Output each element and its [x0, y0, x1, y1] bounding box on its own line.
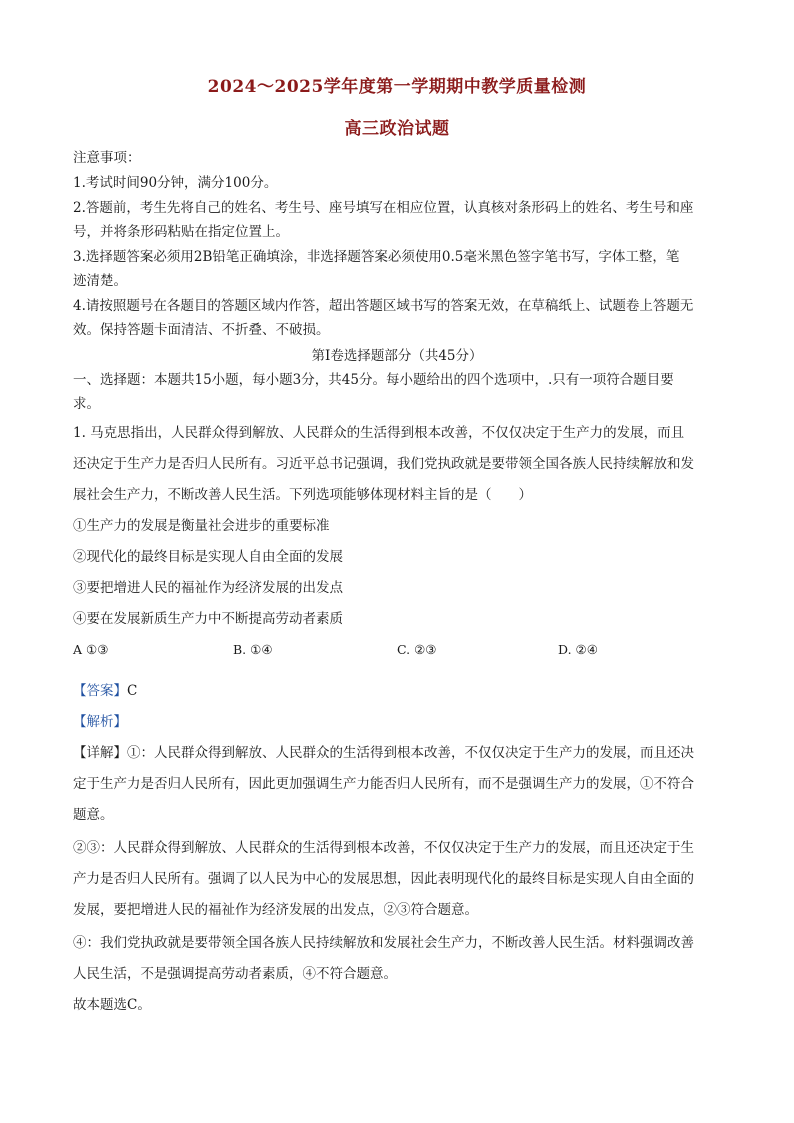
notice-item: 4.请按照题号在各题目的答题区域内作答，超出答题区域书写的答案无效，在草稿纸上、试题卷上答题无: [73, 298, 694, 314]
detail-line: 发展，要把增进人民的福祉作为经济发展的出发点，②③符合题意。: [73, 902, 478, 918]
detail-line: 产力是否归人民所有。强调了以人民为中心的发展思想，因此表明现代化的最终目标是实现人自由全面的: [73, 871, 694, 887]
statement: ④要在发展新质生产力中不断提高劳动者素质: [73, 611, 343, 627]
notice-item: 1.考试时间90分钟，满分100分。: [73, 175, 278, 191]
detail-line: 人民生活，不是强调提高劳动者素质，④不符合题意。: [73, 966, 397, 982]
notice-item: 效。保持答题卡面清洁、不折叠、不破损。: [73, 322, 330, 338]
notice-item: 号，并将条形码粘贴在指定位置上。: [73, 224, 289, 240]
notice-item: 3.选择题答案必须用2B铅笔正确填涂，非选择题答案必须使用0.5毫米黑色签字笔书写，字体工整，笔: [73, 249, 680, 265]
notice-item: 2.答题前，考生先将自己的姓名、考生号、座号填写在相应位置，认真核对条形码上的姓名、考生号和座: [73, 200, 694, 216]
detail-line: 【详解】①：人民群众得到解放、人民群众的生活得到根本改善，不仅仅决定于生产力的发展，而且还决: [73, 745, 694, 761]
exam-title: 2024～2025学年度第一学期期中教学质量检测: [207, 77, 587, 97]
exam-subtitle: 高三政治试题: [344, 119, 450, 139]
question-stem: 还决定于生产力是否归人民所有。习近平总书记强调，我们党执政就是要带领全国各族人民持续解放和发: [73, 456, 694, 472]
detail-line: ②③：人民群众得到解放、人民群众的生活得到根本改善，不仅仅决定于生产力的发展，而且还决定于生: [73, 840, 694, 856]
section-instruction: 一、选择题：本题共15小题，每小题3分，共45分。每小题给出的四个选项中，.只有一项符合题目要: [73, 372, 674, 388]
statement: ②现代化的最终目标是实现人自由全面的发展: [73, 549, 343, 565]
answer-label: 【答案】: [73, 683, 127, 699]
section-instruction-cont: 求。: [73, 396, 100, 412]
answer-row: [73, 681, 721, 701]
question-stem: 展社会生产力，不断改善人民生活。下列选项能够体现材料主旨的是（ ）: [73, 487, 532, 503]
detail-line: ④：我们党执政就是要带领全国各族人民持续解放和发展社会生产力，不断改善人民生活。材料强调改善: [73, 935, 694, 951]
notice-item: 迹清楚。: [73, 273, 127, 289]
detail-line: 题意。: [73, 807, 114, 823]
option-a: A ①③: [73, 642, 109, 657]
detail-line: 定于生产力是否归人民所有，因此更加强调生产力能否归人民所有，而不是强调生产力的发展，①不符合: [73, 776, 694, 792]
option-b: B. ①④: [233, 642, 273, 657]
section-title: 第Ⅰ卷选择题部分（共45分）: [311, 348, 483, 364]
detail-line: 故本题选C。: [73, 997, 151, 1013]
notice-heading: 注意事项：: [73, 150, 141, 166]
question-stem: 1. 马克思指出，人民群众得到解放、人民群众的生活得到根本改善，不仅仅决定于生产力的发展，而且: [73, 425, 685, 441]
analysis-label: 【解析】: [73, 714, 127, 730]
option-d: D. ②④: [558, 642, 598, 657]
statement: ③要把增进人民的福祉作为经济发展的出发点: [73, 580, 343, 596]
statement: ①生产力的发展是衡量社会进步的重要标准: [73, 518, 330, 534]
option-c: C. ②③: [397, 642, 437, 657]
answer-value: C: [127, 683, 138, 699]
